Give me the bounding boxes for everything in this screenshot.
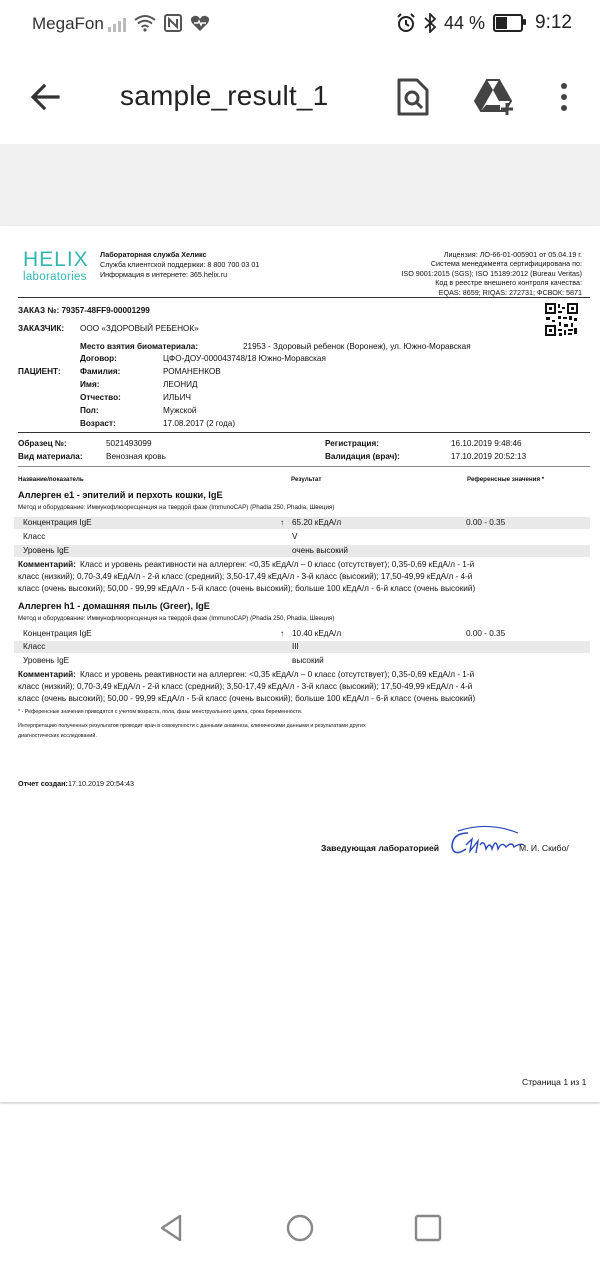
page-number: Страница 1 из 1 [522, 1077, 587, 1087]
divider [18, 466, 590, 467]
recents-square-icon[interactable] [412, 1212, 444, 1244]
place-value: 21953 - Здоровый ребенок (Воронеж), ул. Южно-Моравская [243, 342, 471, 351]
lab-website: Информация в интернете: 365.helix.ru [100, 270, 228, 279]
add-to-drive-icon[interactable] [474, 78, 514, 116]
clock: 9:12 [535, 12, 572, 33]
interpretation-text: Интерпретацию полученных результатов проводит врач в совокупности с данными анамнеза, клиническими данными и результатами других [18, 723, 366, 729]
age-label: Возраст: [80, 419, 116, 428]
sample-value: 5021493099 [106, 439, 152, 448]
comment-text: Класс и уровень реактивности на аллерген: <0,35 кЕдА/л – 0 класс (отсутствует); 0,35-0,69 кЕдА/л - 1-й [80, 560, 475, 569]
result-name: Концентрация IgE [23, 518, 92, 527]
alarm-icon [396, 13, 416, 33]
navigation-bar [0, 1192, 600, 1266]
footnote: * - Референсные значения приводятся с учетом возраста, пола, фазы менструального цикла, срока беременности. [18, 709, 303, 715]
back-triangle-icon[interactable] [156, 1212, 188, 1244]
status-icons-right [396, 12, 572, 34]
header-reference: Референсные значения * [467, 476, 545, 483]
result-value: 10.40 кЕдА/л [292, 629, 342, 638]
head-label: Заведующая лабораторией [321, 843, 440, 853]
sample-label: Образец №: [18, 439, 67, 448]
license-info: Лицензия: ЛО-66-01-005901 от 05.04.19 г. Система менеджмента сертифицирована по: ISO 9001:2015 (SGS); ISO 15189:2012 (Bureau Veritas) Код в реестре внешнего контроля качества: EQAS: 8659; RIQAS: 272731; ФСВОК: 5871 [401, 250, 582, 297]
document-page [0, 226, 600, 1102]
row-shade [14, 641, 590, 653]
patient-label: ПАЦИЕНТ: [18, 367, 61, 376]
lab-name: Лабораторная служба Хеликс [100, 250, 207, 259]
status-icons-left [108, 14, 210, 32]
interpretation-text: диагностических исследований. [18, 733, 97, 739]
status-bar [0, 0, 600, 50]
result-value: III [292, 642, 299, 651]
result-name: Уровень IgE [23, 546, 70, 555]
battery-percent: 44 % [443, 12, 486, 33]
patronymic-label: Отчество: [80, 393, 121, 402]
wifi-icon [134, 14, 156, 32]
sex-value: Мужской [163, 406, 197, 415]
divider [18, 297, 590, 298]
high-flag-icon: ↑ [280, 629, 285, 638]
surname-label: Фамилия: [80, 367, 121, 376]
result-reference: 0.00 - 0.35 [466, 518, 506, 527]
method-text: Метод и оборудование: Иммунофлюоресценция на твердой фазе (ImmunoCAP) (Phadia 250, Phadia, Швеция) [18, 615, 335, 622]
helix-logo: HELIX laboratories [23, 248, 89, 283]
customer-label: ЗАКАЗЧИК: [18, 324, 65, 333]
contract-label: Договор: [80, 354, 117, 363]
head-name: М. И. Скибо/ [519, 843, 569, 853]
surname-value: РОМАНЕНКОВ [163, 367, 221, 376]
contract-value: ЦФО-ДОУ-000043748/18 Южно-Моравская [163, 354, 326, 363]
comment-label: Комментарий: [18, 670, 76, 679]
lab-info [100, 250, 259, 280]
header-result: Результат [291, 476, 322, 483]
comment-text: класс (низкий); 0,70-3,49 кЕдА/л - 2-й класс (средний); 3,50-17,49 кЕдА/л - 3-й класс (высокий); 17,50-49,99 кЕдА/л - 4-й [18, 572, 473, 581]
validation-label: Валидация (врач): [325, 452, 400, 461]
home-circle-icon[interactable] [284, 1212, 316, 1244]
order-number: ЗАКАЗ №: 79357-48FF9-00001299 [18, 306, 150, 315]
comment-text: класс (очень высокий); 50,00 - 99,99 кЕдА/л - 5-й класс (очень высокий); больше 100 кЕдА/л - 6-й класс (очень высокий) [18, 584, 476, 593]
comment-text: класс (очень высокий); 50,00 - 99,99 кЕдА/л - 5-й класс (очень высокий); больше 100 кЕдА/л - 6-й класс (очень высокий) [18, 694, 476, 703]
nfc-icon [164, 14, 182, 32]
more-vert-icon[interactable] [555, 78, 573, 116]
result-value: V [292, 532, 298, 541]
find-in-page-icon[interactable] [395, 78, 431, 116]
high-flag-icon: ↑ [280, 518, 285, 527]
allergen-title: Аллерген h1 - домашняя пыль (Greer), IgE [18, 601, 210, 611]
name-value: ЛЕОНИД [163, 380, 198, 389]
material-value: Венозная кровь [106, 452, 166, 461]
health-heart-icon [190, 14, 210, 32]
report-created-value: 17.10.2019 20:54:43 [68, 779, 134, 788]
result-name: Класс [23, 642, 46, 651]
signal-icon [108, 14, 126, 32]
app-bar [0, 50, 600, 144]
signature [448, 823, 528, 863]
name-label: Имя: [80, 380, 100, 389]
qr-code [544, 302, 579, 337]
age-value: 17.08.2017 (2 года) [163, 419, 236, 428]
result-value: высокий [292, 656, 324, 665]
header-name: Название/показатель [18, 476, 84, 483]
allergen-title: Аллерген e1 - эпителий и перхоть кошки, IgE [18, 490, 223, 500]
result-name: Уровень IgE [23, 656, 70, 665]
material-label: Вид материала: [18, 452, 83, 461]
result-value: 65.20 кЕдА/л [292, 518, 342, 527]
result-value: очень высокий [292, 546, 348, 555]
bluetooth-icon [424, 13, 436, 33]
customer-value: ООО «ЗДОРОВЫЙ РЕБЕНОК» [80, 324, 199, 333]
divider [18, 432, 590, 433]
comment-text: Класс и уровень реактивности на аллерген: <0,35 кЕдА/л – 0 класс (отсутствует); 0,35-0,69 кЕдА/л - 1-й [80, 670, 475, 679]
result-name: Класс [23, 532, 46, 541]
document-title: sample_result_1 [120, 80, 329, 111]
registration-label: Регистрация: [325, 439, 379, 448]
patronymic-value: ИЛЬИЧ [163, 393, 191, 402]
carrier-name: MegaFon [32, 14, 104, 33]
validation-value: 17.10.2019 20:52:13 [451, 452, 527, 461]
sex-label: Пол: [80, 406, 99, 415]
comment-text: класс (низкий); 0,70-3,49 кЕдА/л - 2-й класс (средний); 3,50-17,49 кЕдА/л - 3-й класс (высокий); 17,50-49,99 кЕдА/л - 4-й [18, 682, 473, 691]
method-text: Метод и оборудование: Иммунофлюоресценция на твердой фазе (ImmunoCAP) (Phadia 250, Phadia, Швеция) [18, 504, 335, 511]
place-label: Место взятия биоматериала: [80, 342, 199, 351]
registration-value: 16.10.2019 9:48:46 [451, 439, 522, 448]
report-created-label: Отчет создан: [18, 779, 68, 788]
result-reference: 0.00 - 0.35 [466, 629, 506, 638]
battery-icon [493, 14, 523, 32]
result-name: Концентрация IgE [23, 629, 92, 638]
pdf-viewer[interactable] [0, 144, 600, 1104]
comment-label: Комментарий: [18, 560, 76, 569]
back-arrow-icon[interactable] [28, 80, 62, 114]
lab-support: Служба клиентской поддержки: 8 800 700 03 01 [100, 260, 260, 269]
